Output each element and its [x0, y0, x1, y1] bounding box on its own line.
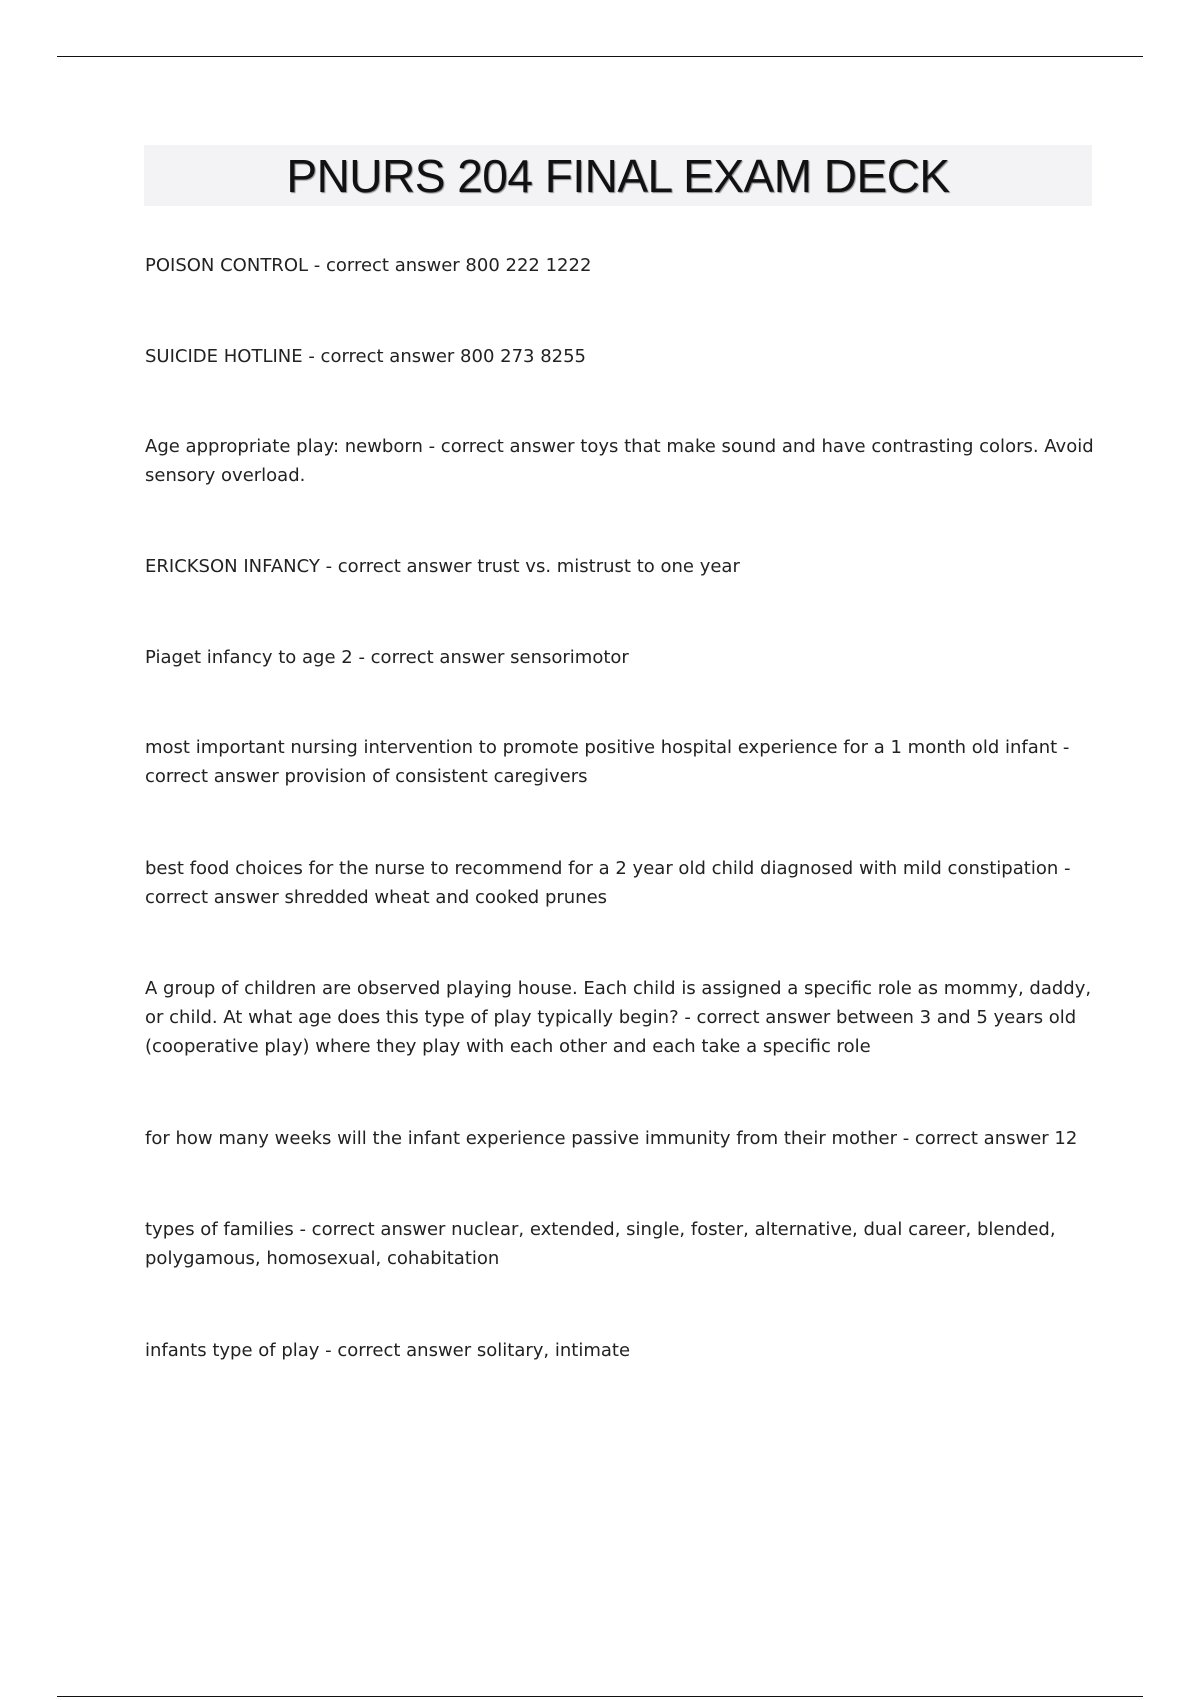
qa-item-piaget-infancy: Piaget infancy to age 2 - correct answer sensorimotor — [145, 647, 629, 668]
qa-item-family-types: types of families - correct answer nuclear, extended, single, foster, alternative, dual career, blended, polygamous, homosexual, cohabitation — [145, 1219, 1056, 1269]
qa-item-suicide-hotline: SUICIDE HOTLINE - correct answer 800 273 8255 — [145, 346, 586, 367]
qa-item-infant-play: infants type of play - correct answer solitary, intimate — [145, 1340, 631, 1361]
top-rule — [57, 56, 1143, 57]
qa-item-passive-immunity: for how many weeks will the infant experience passive immunity from their mother - correct answer 12 — [145, 1128, 1078, 1149]
qa-item-nursing-intervention: most important nursing intervention to promote positive hospital experience for a 1 month old infant - correct answer provision of consistent caregivers — [145, 737, 1070, 787]
qa-item-poison-control: POISON CONTROL - correct answer 800 222 1222 — [145, 255, 592, 276]
qa-item-erickson-infancy: ERICKSON INFANCY - correct answer trust vs. mistrust to one year — [145, 556, 740, 577]
bottom-rule — [57, 1696, 1143, 1697]
document-title: PNURS 204 FINAL EXAM DECK — [286, 149, 950, 202]
qa-item-playing-house: A group of children are observed playing house. Each child is assigned a specific role as mommy, daddy, or child. At what age does this type of play typically begin? - correct answer between 3 and 5 years old (cooperative play) where they play with each other and each take a specific role — [145, 978, 1092, 1057]
title-band — [144, 145, 1092, 206]
qa-item-newborn-play: Age appropriate play: newborn - correct answer toys that make sound and have contrasting colors. Avoid sensory overload. — [145, 436, 1094, 486]
qa-item-constipation-food: best food choices for the nurse to recommend for a 2 year old child diagnosed with mild constipation - correct answer shredded wheat and cooked prunes — [145, 858, 1071, 908]
